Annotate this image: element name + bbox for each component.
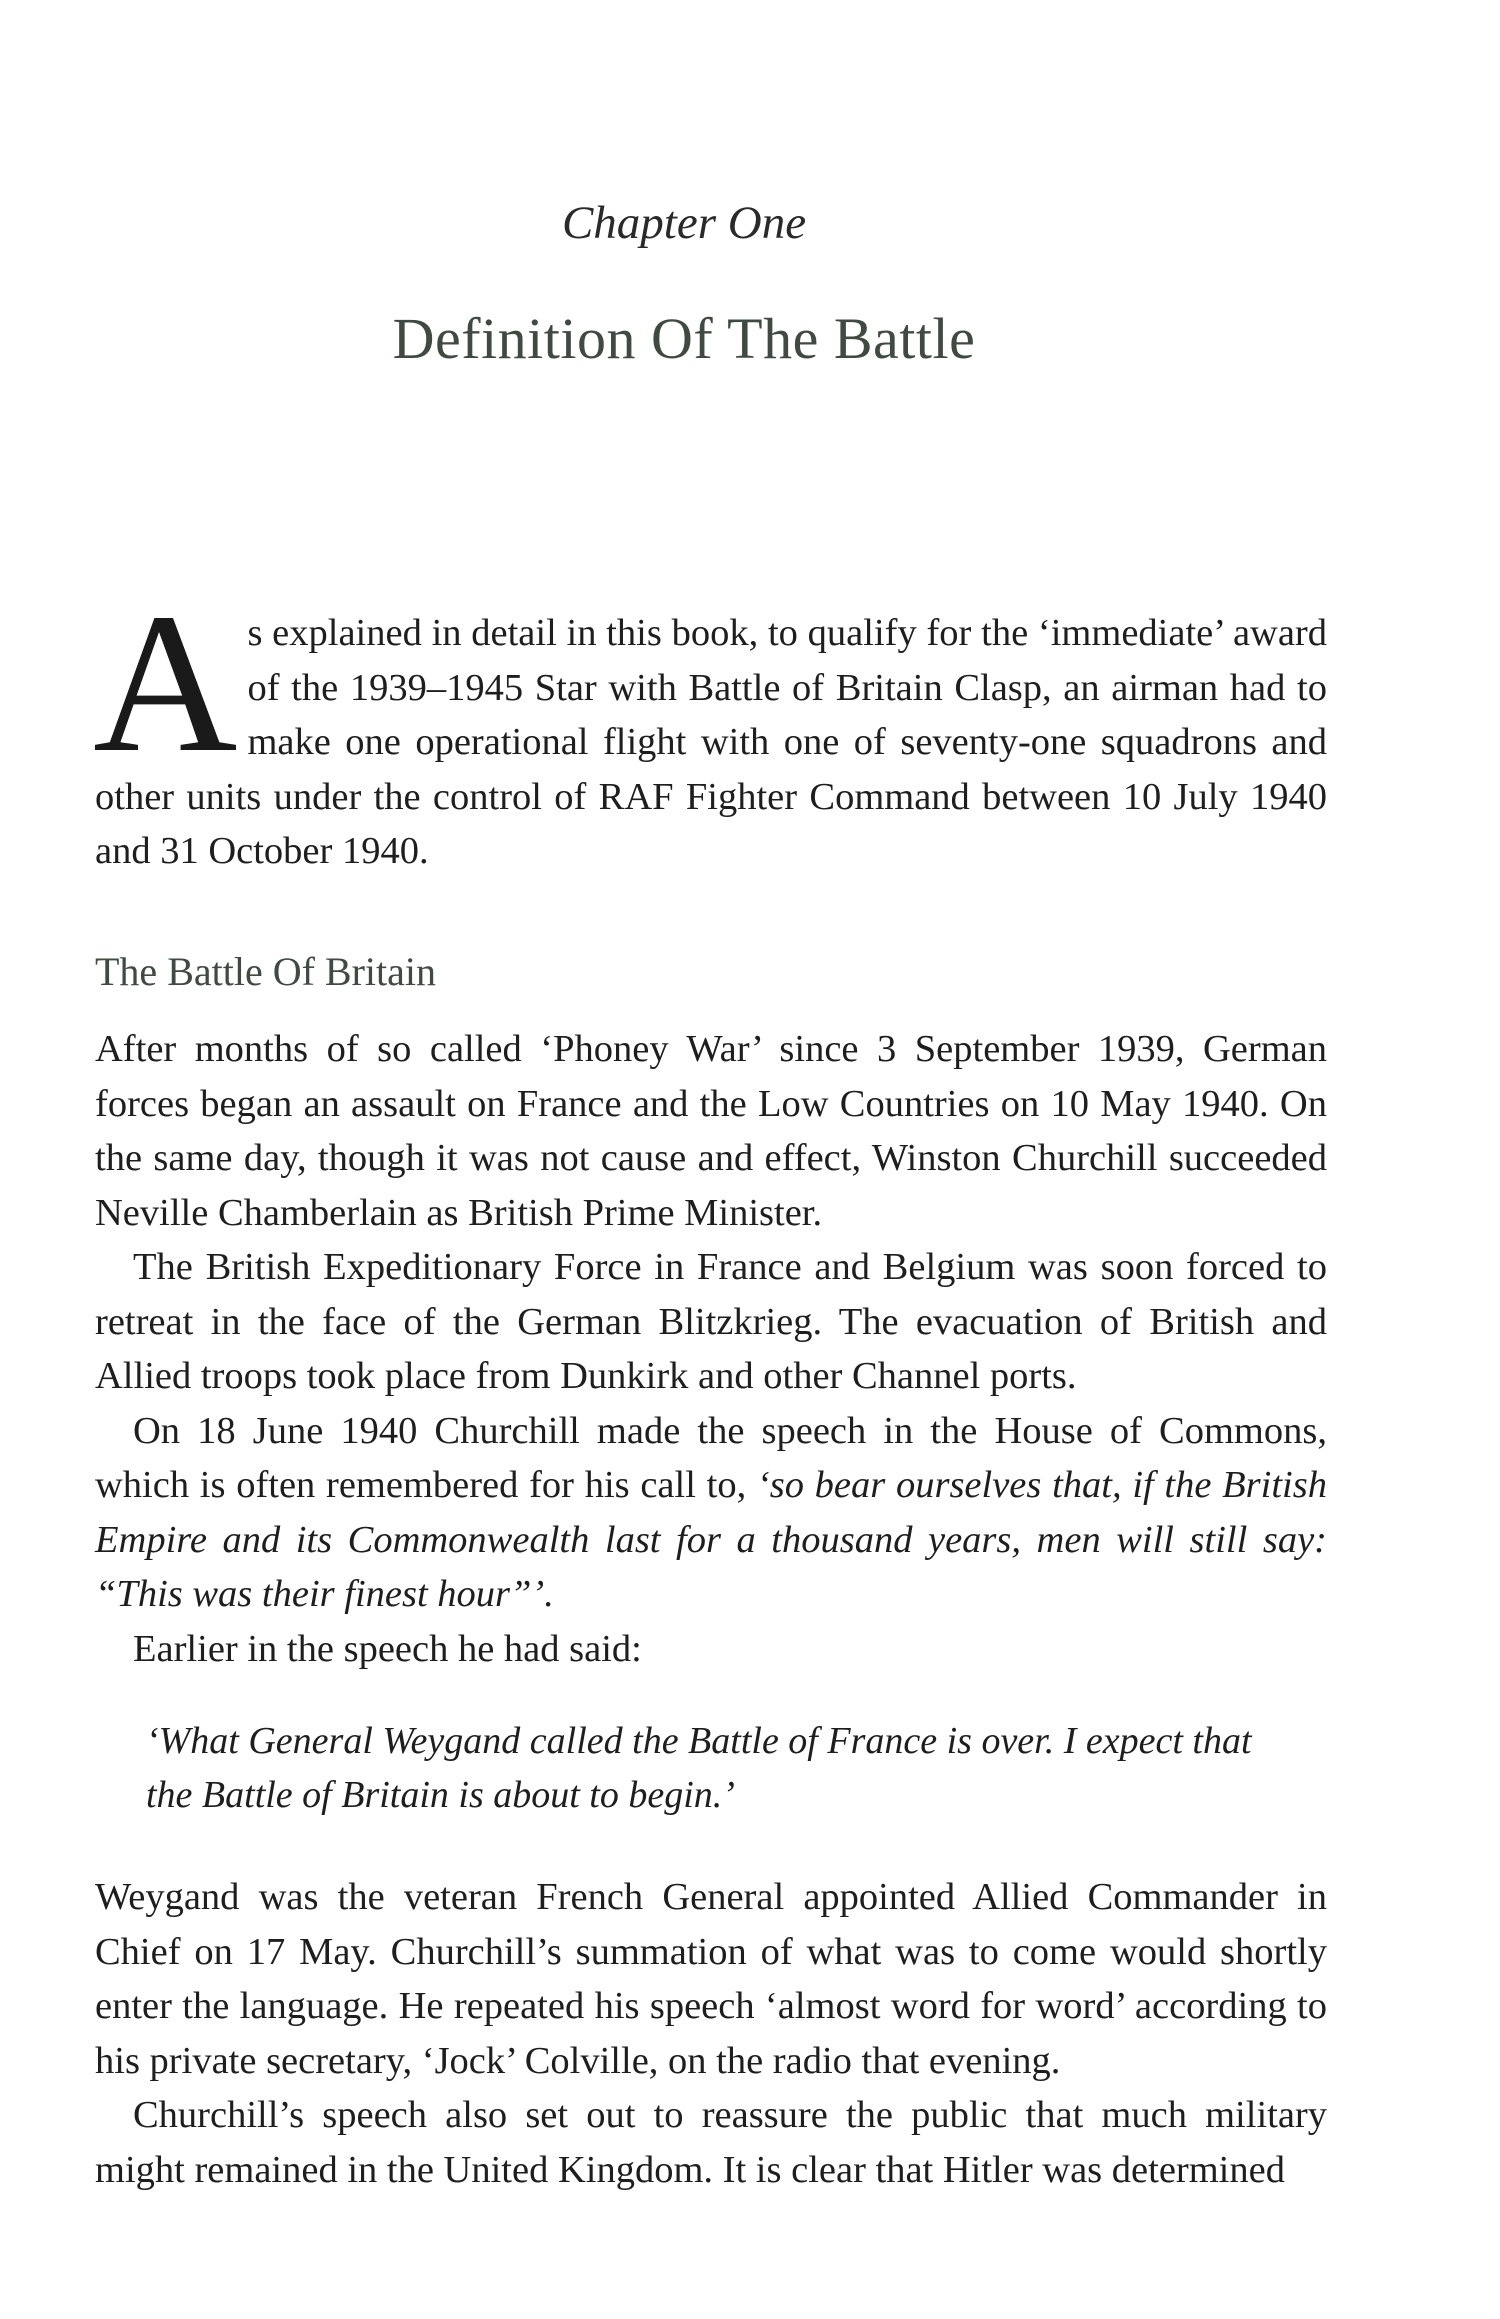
paragraph-6: Churchill’s speech also set out to reassure the public that much military might remained in the United Kingdom. It is clear that Hitler was determined bbox=[95, 2094, 1327, 2191]
opening-paragraph bbox=[93, 573, 1327, 879]
paragraph-4: Earlier in the speech he had said: bbox=[133, 1627, 642, 1670]
churchill-quote: ‘so bear ourselves that, if the British Empire and its Commonwealth last for a thousand years, men will still say: “This was their finest hour”’. bbox=[95, 1464, 1327, 1615]
chapter-label: Chapter One bbox=[561, 197, 807, 249]
section-heading: The Battle Of Britain bbox=[95, 949, 437, 994]
chapter-title: Definition Of The Battle bbox=[392, 306, 976, 371]
paragraph-3-text: On 18 June 1940 Churchill made the speech in the House of Commons, which is often remembered for his call to, bbox=[95, 1409, 1327, 1506]
opening-text: s explained in detail in this book, to qualify for the ‘immediate’ award of the 1939–1945 Star with Battle of Britain Clasp, an airman had to make one operational flight with one of seventy-one squadrons and other units under the control of RAF Fighter Command between 10 July 1940 and 31 October 1940. bbox=[95, 612, 1327, 872]
drop-cap: A bbox=[93, 573, 238, 794]
paragraph-1: After months of so called ‘Phoney War’ since 3 September 1939, German forces began an assault on France and the Low Countries on 10 May 1940. On the same day, though it was not cause and effect, Winston Churchill succeeded Neville Chamberlain as British Prime Minister. bbox=[95, 1028, 1327, 1234]
body-text-upper bbox=[95, 1022, 1327, 1676]
block-quote: ‘What General Weygand called the Battle of France is over. I expect that the Battle of Britain is about to begin.’ bbox=[146, 1720, 1252, 1816]
body-text-lower bbox=[95, 1870, 1327, 2197]
paragraph-3 bbox=[95, 1404, 1327, 1622]
paragraph-2: The British Expeditionary Force in France and Belgium was soon forced to retreat in the face of the German Blitzkrieg. The evacuation of British and Allied troops took place from Dunkirk and other Channel ports. bbox=[95, 1246, 1327, 1397]
paragraph-5: Weygand was the veteran French General appointed Allied Commander in Chief on 17 May. Churchill’s summation of what was to come would shortly enter the language. He repeated his speech ‘almost word for word’ according to his private secretary, ‘Jock’ Colville, on the radio that evening. bbox=[95, 1876, 1327, 2082]
